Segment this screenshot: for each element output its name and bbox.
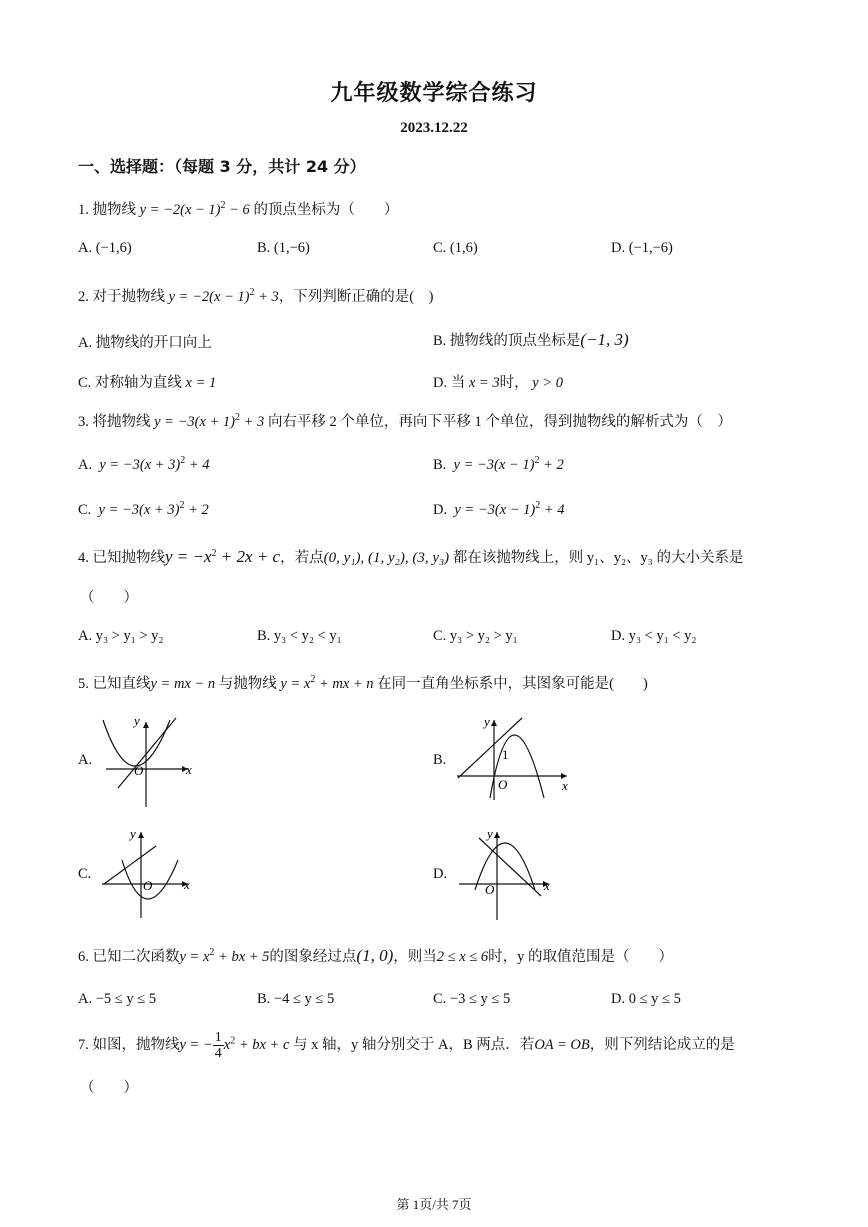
axis-y-label: y: [484, 714, 490, 729]
axis-x-label: x: [544, 878, 550, 893]
q5-graph-a: [98, 712, 198, 812]
page-footer: 第 1页/共 7页: [396, 1197, 472, 1212]
q5-graph-b: [452, 712, 572, 802]
page-title: 九年级数学综合练习: [330, 81, 538, 106]
q5-label-a: A.: [78, 752, 93, 768]
q4-option-a: A. y₃ > y₁ > y₂: [78, 628, 164, 644]
q2-option-d: D. 当 x = 3时， y > 0: [433, 375, 563, 391]
origin-label: O: [143, 878, 153, 893]
exam-date: 2023.12.22: [400, 120, 468, 136]
q4-answer-paren: （ ）: [80, 590, 138, 606]
question-2: 2. 对于抛物线 $y = -2(x - 1)^2 + 3$，下列判断正确的是( ): [78, 287, 434, 305]
fraction: $\frac{1}{4}$: [214, 1030, 222, 1062]
q2-option-a: A. 抛物线的开口向上: [78, 335, 212, 351]
q1-option-a: A. (−1,6): [78, 240, 132, 256]
q5-label-d: D.: [433, 866, 448, 882]
q3-option-d: D. $y = -3(x - 1)^2 + 4$: [433, 500, 565, 518]
q6-option-c: C. −3 ≤ y ≤ 5: [433, 991, 511, 1007]
question-4: 4. 已知抛物线$y = -x^2 + 2x + c$，若点(0, y₁), (1, y₂), (3, y₃) 都在该抛物线上，则 y₁、y₂、y₃ 的大小关系是: [78, 547, 744, 566]
question-1: 1. 抛物线 $y = -2(x - 1)^2 - 6$ 的顶点坐标为（ ）: [78, 200, 399, 218]
question-7: 7. 如图，抛物线y = − $\frac{1}{4}$ $x^2$ + bx + c 与 x 轴，y 轴分别交于 A，B 两点．若OA = OB，则下列结论成立的是: [78, 1030, 735, 1062]
q6-option-b: B. −4 ≤ y ≤ 5: [257, 991, 335, 1007]
origin-label: O: [485, 882, 495, 897]
q2-option-c: C. 对称轴为直线 x = 1: [78, 375, 217, 391]
axis-y-label: y: [487, 826, 493, 841]
q6-option-d: D. 0 ≤ y ≤ 5: [611, 991, 681, 1007]
origin-label: O: [498, 777, 508, 792]
q7-answer-paren: （ ）: [80, 1080, 138, 1096]
q5-label-c: C.: [78, 866, 92, 882]
q4-option-b: B. y₃ < y₂ < y₁: [257, 628, 342, 644]
q3-option-c: C. $y = -3(x + 3)^2 + 2$: [78, 500, 209, 518]
axis-x-label: x: [184, 877, 190, 892]
y-intercept-mark: 1: [502, 747, 509, 762]
q3-option-a: A. $y = -3(x + 3)^2 + 4$: [78, 455, 210, 473]
axis-x-label: x: [186, 762, 192, 777]
q6-option-a: A. −5 ≤ y ≤ 5: [78, 991, 157, 1007]
question-5: 5. 已知直线y = mx − n 与抛物线 $y = x^2$ + mx + n 在同一直角坐标系中，其图象可能是( ): [78, 674, 648, 692]
q5-graph-c: [98, 826, 198, 922]
q2-option-b: B. 抛物线的顶点坐标是(−1, 3): [433, 330, 629, 349]
axis-y-label: y: [134, 713, 140, 728]
axis-x-label: x: [562, 778, 568, 793]
question-3: 3. 将抛物线 $y = -3(x + 1)^2 + 3$ 向右平移 2 个单位，再向下平移 1 个单位，得到抛物线的解析式为（ ）: [78, 412, 732, 430]
q5-label-b: B.: [433, 752, 447, 768]
q3-option-b: B. $y = -3(x - 1)^2 + 2$: [433, 455, 564, 473]
q5-graph-d: [455, 826, 555, 922]
q1-option-c: C. (1,6): [433, 240, 478, 256]
section-heading: 一、选择题：（每题 3 分，共计 24 分）: [78, 157, 366, 176]
origin-label: O: [134, 763, 144, 778]
q4-option-d: D. y₃ < y₁ < y₂: [611, 628, 697, 644]
question-6: 6. 已知二次函数$y = x^2$ + bx + 5的图象经过点(1, 0)，则当2 ≤ x ≤ 6时，y 的取值范围是（ ）: [78, 946, 673, 965]
q1-option-d: D. (−1,−6): [611, 240, 673, 256]
q1-option-b: B. (1,−6): [257, 240, 310, 256]
axis-y-label: y: [130, 826, 136, 841]
q4-option-c: C. y₃ > y₂ > y₁: [433, 628, 518, 644]
